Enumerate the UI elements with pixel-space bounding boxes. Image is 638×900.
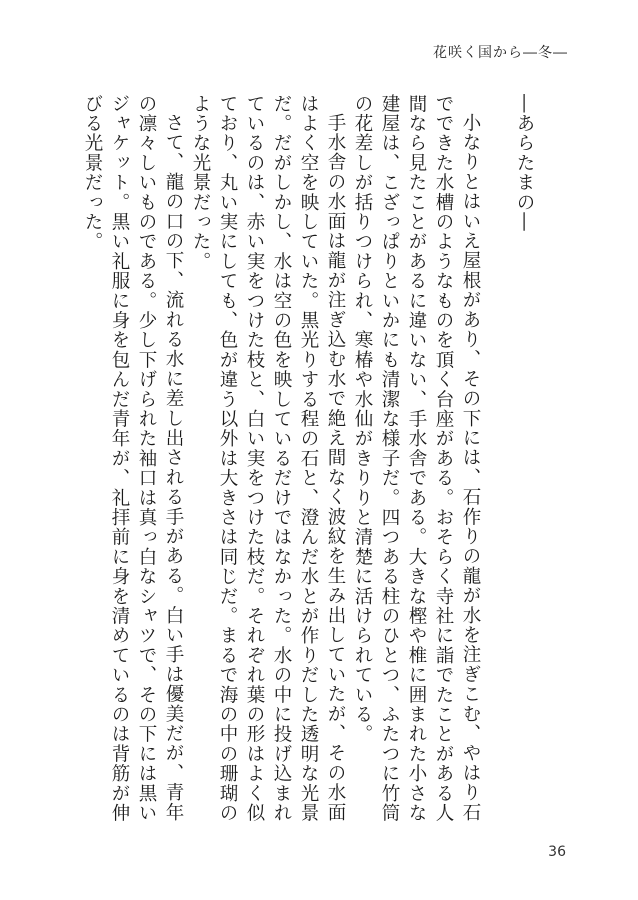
paragraph: 手水舎の水面は龍が注ぎ込む水で絶え間なく波紋を生み出していたが、その水面はよく空を映していた。黒光りする程の石と、澄んだ水とが作りだした透明な光景だ。だがしかし、水は空の色を映しているだけではなかった。水の中に投げ込まれているのは、赤い実をつけた枝と、白い実をつけた枝だ。それぞれ葉の形はよく似ており、丸い実にしても、色が違う以外は大きさは同じだ。まるで海の中の珊瑚のような光景だった。 [190, 94, 346, 823]
paragraph: 小なりとはいえ屋根があり、その下には、石作りの龍が水を注ぎこむ、やはり石でできた水槽のようなものを頂く台座がある。おそらく寺社に詣でたことがある人間なら見たことがあるに違いない、手水舎である。大きな樫や椎に囲まれた小さな建屋は、こざっぱりといかにも清潔な様子だ。四つある柱のひとつ、ふたつに竹筒の花差しが括りつけられ、寒椿や水仙がきりりと清楚に活けられている。 [352, 94, 481, 823]
page-number: 36 [548, 844, 566, 860]
section-title: ―あらたまの― [514, 94, 535, 232]
vertical-body-text [82, 94, 538, 834]
running-header: 花咲く国から―冬― [433, 45, 568, 61]
paragraph: さて、龍の口の下、流れる水に差し出される手がある。白い手は優美だが、青年の凛々しいものである。少し下げられた袖口は真っ白なシャツで、その下には黒いジャケット。黒い礼服に身を包んだ青年が、礼拝前に身を清めているのは背筋が伸びる光景だった。 [82, 94, 184, 823]
